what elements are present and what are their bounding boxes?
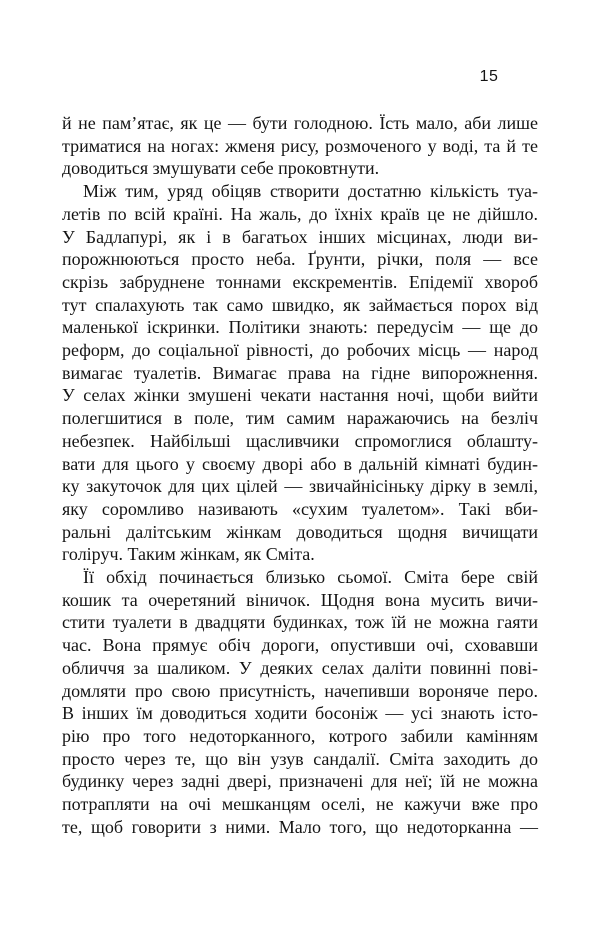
page-number: 15: [479, 68, 499, 85]
text-line: стити туалети в двадцяти будинках, тож їй не можна гаяти: [62, 612, 538, 633]
text-line: вимагає туалетів. Вимагає права на гідне випорожнення.: [62, 362, 538, 383]
text-line: доводиться змушувати себе проковтнути.: [62, 158, 380, 179]
text-line: У селах жінки змушені чекати настання ночі, щоби вийти: [62, 385, 538, 406]
text-line: Між тим, уряд обіцяв створити достатню кількість туа-: [83, 181, 538, 202]
text-line: Її обхід починається близько сьомої. Сміта бере свій: [83, 567, 538, 588]
text-line: тут спалахують так само швидко, як займається порох від: [62, 294, 538, 315]
text-line: яку соромливо називають «сухим туалетом». Такі вби-: [62, 498, 538, 519]
text-line: триматися на ногах: жменя рису, розмоченого у воді, та й те: [62, 135, 538, 156]
text-line: домляти про свою присутність, начепивши вороняче перо.: [62, 680, 538, 701]
text-line: кошик та очеретяний віничок. Щодня вона мусить вичи-: [62, 589, 538, 610]
text-line: час. Вона прямує обіч дороги, опустивши очі, сховавши: [62, 635, 538, 656]
text-line: вати для цього у своєму дворі або в дальній кімнаті будин-: [62, 453, 538, 474]
text-line: маленької іскринки. Політики знають: передусім — ще до: [62, 317, 538, 338]
text-line: те, щоб говорити з ними. Мало того, що недоторканна —: [62, 816, 538, 837]
text-line: реформ, до соціальної рівності, до робочих місць — народ: [62, 340, 538, 361]
text-line: полегшитися в поле, тим самим наражаючись на безліч: [62, 408, 538, 429]
text-line: голіруч. Таким жінкам, як Сміта.: [62, 544, 315, 565]
text-line: порожнюються просто неба. Ґрунти, річки, поля — все: [62, 249, 538, 270]
text-line: й не пам’ятає, як це — бути голодною. Їсть мало, аби лише: [62, 113, 538, 133]
text-line: летів по всій країні. На жаль, до їхніх країв це не дійшло.: [62, 203, 538, 224]
text-line: ку закуточок для цих цілей — звичайнісіньку дірку в землі,: [62, 476, 538, 497]
text-line: В інших їм доводиться ходити босоніж — усі знають істо-: [62, 703, 538, 724]
text-line: ральні далітським жінкам доводиться щодня вичищати: [62, 521, 538, 542]
text-line: скрізь забруднене тоннами екскрементів. Епідемії хвороб: [62, 271, 538, 292]
text-line: рію про того недоторканного, котрого забили камінням: [62, 725, 538, 746]
paragraph: [62, 566, 538, 838]
text-line: небезпек. Найбільші щасливчики спромоглися облашту-: [62, 430, 538, 451]
paragraph: [62, 180, 538, 566]
text-line: потрапляти на очі мешканцям оселі, не кажучи вже про: [62, 794, 538, 815]
text-block: [62, 112, 538, 839]
text-line: будинку через задні двері, призначені для неї; їй не можна: [62, 771, 538, 792]
paragraph: [62, 112, 538, 180]
text-line: просто через те, що він узув сандалії. Сміта заходить до: [62, 748, 538, 769]
text-line: обличчя за шаликом. У деяких селах даліти повинні пові-: [62, 657, 538, 678]
text-line: У Бадлапурі, як і в багатьох інших місцинах, люди ви-: [62, 226, 538, 247]
